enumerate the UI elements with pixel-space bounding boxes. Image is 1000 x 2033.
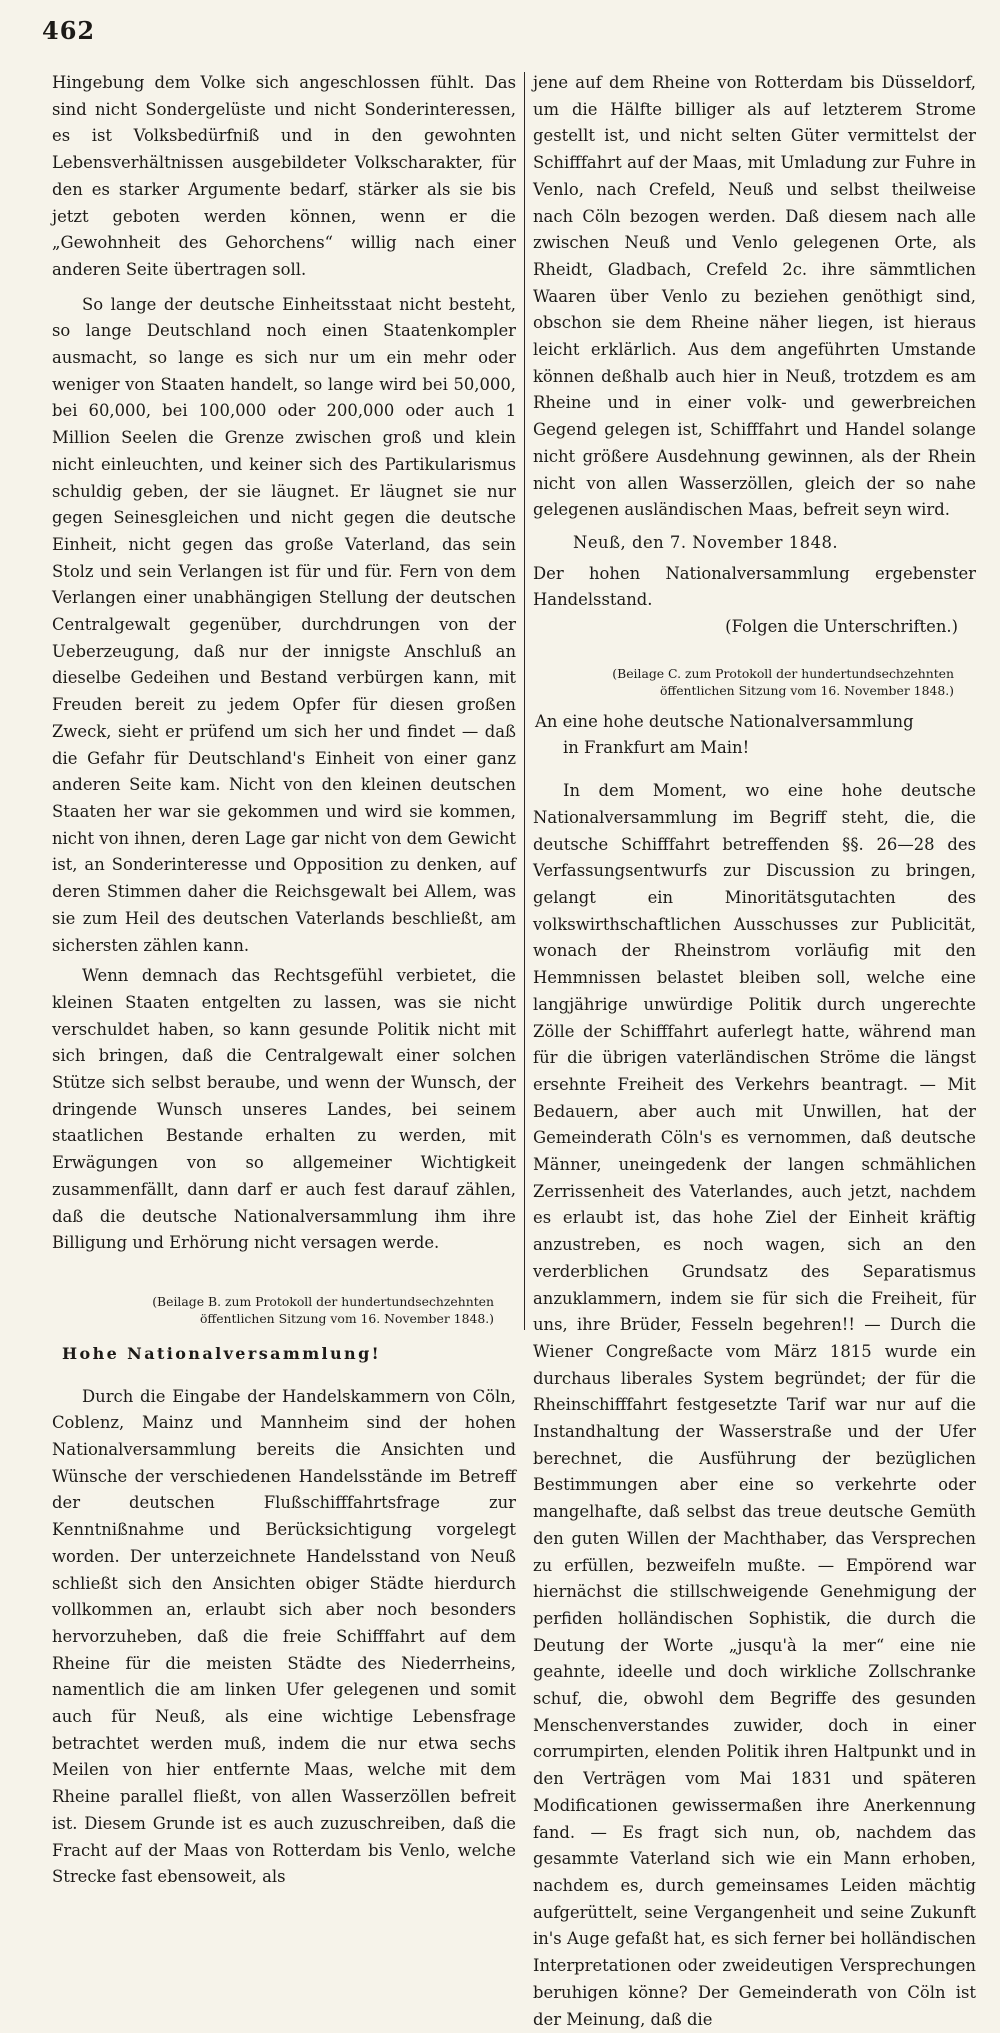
closing-line: Der hohen Nationalversammlung ergebenster Handelsstand. xyxy=(533,563,976,610)
column-divider xyxy=(524,72,525,1330)
paragraph: Hingebung dem Volke sich angeschlossen fühlt. Das sind nicht Sondergelüste und nicht Sonderinteressen, es ist Volksbedürfniß und in den gewohnten Lebensverhältnissen ausgebildeter Volkscharakter, für den es starker Argumente bedarf, stärker als sie bis jetzt geboten werden können, wenn er die „Gewohnheit des Gehorchens“ willig nach einer anderen Seite übertragen soll. xyxy=(52,73,516,279)
right-column xyxy=(533,70,976,2033)
heading-line: An eine hohe deutsche Nationalversammlung xyxy=(535,711,914,731)
page-number: 462 xyxy=(42,16,96,45)
paragraph: jene auf dem Rheine von Rotterdam bis Düsseldorf, um die Hälfte billiger als auf letzterem Strome gestellt ist, und nicht selten Güter vermittelst der Schifffahrt auf der Maas, mit Umladung zur Fuhre in Venlo, nach Crefeld, Neuß und selbst theilweise nach Cöln bezogen werden. Daß diesem nach alle zwischen Neuß und Venlo gelegenen Orte, als Rheidt, Gladbach, Crefeld 2c. ihre sämmtlichen Waaren über Venlo zu beziehen genöthigt sind, obschon sie dem Rheine näher liegen, ist hieraus leicht erklärlich. Aus dem angeführten Umstande können deßhalb auch hier in Neuß, trotzdem es am Rheine und in einer volk- und gewerbreichen Gegend gelegen ist, Schifffahrt und Handel solange nicht größere Ausdehnung gewinnen, als der Rhein nicht von allen Wasserzöllen, gleich der so nahe gelegenen ausländischen Maas, befreit seyn wird. xyxy=(533,73,976,520)
supplement-line: öffentlichen Sitzung vom 16. November 1848.) xyxy=(659,682,954,698)
paragraph: In dem Moment, wo eine hohe deutsche Nationalversammlung im Begriff steht, die, die deutsche Schifffahrt betreffenden §§. 26—28 des Verfassungsentwurfs zur Discussion zu bringen, gelangt ein Minoritätsgutachten des volkswirthschaftlichen Ausschusses zur Publicität, wonach der Rheinstrom vorläufig mit den Hemmnissen belastet bleiben soll, welche eine langjährige unwürdige Politik durch ungerechte Zölle der Schifffahrt auferlegt hatte, während man für die übrigen vaterländischen Ströme die längst ersehnte Freiheit des Verkehrs beantragt. — Mit Bedauern, aber auch mit Unwillen, hat der Gemeinderath Cöln's es vernommen, daß deutsche Männer, uneingedenk der langen schmählichen Zerrissenheit des Vaterlandes, auch jetzt, nachdem es erlaubt ist, das hohe Ziel der Einheit kräftig anzustreben, es noch wagen, sich an den verderblichen Grundsatz des Separatismus anzuklammern, indem sie für sich die Freiheit, für uns, ihre Brüder, Fesseln begehren!! — Durch die Wiener Congreßacte vom März 1815 wurde ein durchaus liberales System begründet; der für die Rheinschifffahrt festgesetzte Tarif war nur auf die Instandhaltung der Wasserstraße und der Ufer berechnet, die Ausführung der bezüglichen Bestimmungen aber eine so verkehrte oder mangelhafte, daß selbst das treue deutsche Gemüth den guten Willen der Machthaber, das Versprechen zu erfüllen, bezweifeln mußte. — Empörend war hiernächst die stillschweigende Genehmigung der perfiden holländischen Sophistik, die durch die Deutung der Worte „jusqu'à la mer“ eine nie geahnte, ideelle und doch wirkliche Zollschranke schuf, die, obwohl dem Begriffe des gesunden Menschenverstandes zuwider, doch in einer corrumpirten, elenden Politik ihren Haltpunkt und in den Verträgen vom Mai 1831 und späteren Modificationen gewissermaßen ihre Anerkennung fand. — Es fragt sich nun, ob, nachdem das gesammte Vaterland sich wie ein Mann erhoben, nachdem es, durch gemeinsames Leiden mächtig aufgerüttelt, seine Vergangenheit und seine Zukunft in's Auge gefaßt hat, es sich ferner bei holländischen Interpretationen oder zweideutigen Versprechungen beruhigen könne? Der Gemeinderath von Cöln ist der Meinung, daß die xyxy=(533,781,976,2029)
paragraph: Wenn demnach das Rechtsgefühl verbietet, die kleinen Staaten entgelten zu lassen, was sie nicht verschuldet haben, so kann gesunde Politik nicht mit sich bringen, daß die Centralgewalt einer solchen Stütze sich selbst beraube, und wenn der Wunsch, der dringende Wunsch unseres Landes, bei seinem staatlichen Bestande erhalten zu werden, mit Erwägungen von so allgemeiner Wichtigkeit zusammenfällt, dann darf er auch fest darauf zählen, daß die deutsche Nationalversammlung ihm ihre Billigung und Erhörung nicht versagen werde. xyxy=(52,966,516,1253)
supplement-line: (Beilage C. zum Protokoll der hundertundsechzehnten xyxy=(612,665,954,681)
heading-line: in Frankfurt am Main! xyxy=(563,738,750,758)
address-heading: Hohe Nationalversammlung! xyxy=(62,1343,382,1363)
supplement-note-b xyxy=(52,1293,516,1327)
supplement-note-c xyxy=(533,665,976,699)
left-column xyxy=(52,70,516,1891)
supplement-line: (Beilage B. zum Protokoll der hundertundsechzehnten xyxy=(152,1293,494,1309)
place-date: Neuß, den 7. November 1848. xyxy=(573,532,839,552)
paragraph: Durch die Eingabe der Handelskammern von Cöln, Coblenz, Mainz und Mannheim sind der hohen Nationalversammlung bereits die Ansichten und Wünsche der verschiedenen Handelsstände im Betreff der deutschen Flußschifffahrtsfrage zur Kenntnißnahme und Berücksichtigung vorgelegt worden. Der unterzeichnete Handelsstand von Neuß schließt sich den Ansichten obiger Städte hierdurch vollkommen an, erlaubt sich aber noch besonders hervorzuheben, daß die freie Schifffahrt auf dem Rheine für die meisten Städte des Niederrheins, namentlich die am linken Ufer gelegenen und somit auch für Neuß, als eine wichtige Lebensfrage betrachtet werden muß, indem die nur etwa sechs Meilen von hier entfernte Maas, welche mit dem Rheine parallel fließt, von allen Wasserzöllen befreit ist. Diesem Grunde ist es auch zuzuschreiben, daß die Fracht auf der Maas von Rotterdam bis Venlo, welche Strecke fast ebensoweit, als xyxy=(52,1386,516,1887)
petition-heading xyxy=(535,709,976,762)
supplement-line: öffentlichen Sitzung vom 16. November 1848.) xyxy=(199,1310,494,1326)
signatures-note: (Folgen die Unterschriften.) xyxy=(725,617,958,637)
paragraph: So lange der deutsche Einheitsstaat nicht besteht, so lange Deutschland noch einen Staatenkompler ausmacht, so lange es sich nur um ein mehr oder weniger von Staaten handelt, so lange wird bei 50,000, bei 60,000, bei 100,000 oder 200,000 oder auch 1 Million Seelen die Grenze zwischen groß und klein nicht einleuchten, und keiner sich des Partikularismus schuldig geben, der sie läugnet. Er läugnet sie nur gegen Seinesgleichen und nicht gegen die deutsche Einheit, nicht gegen das große Vaterland, das sein Stolz und sein Verlangen ist für und für. Fern von dem Verlangen einer unabhängigen Stellung der deutschen Centralgewalt gegenüber, durchdrungen von der Ueberzeugung, daß nur der innigste Anschluß an dieselbe Gedeihen und Bestand verbürgen kann, mit Freuden bereit zu jedem Opfer für diesen großen Zweck, sieht er prüfend um sich her und findet — daß die Gefahr für Deutschland's Einheit von einer ganz anderen Seite kam. Nicht von den kleinen deutschen Staaten her war sie gekommen und wird sie kommen, nicht von ihnen, deren Lage gar nicht von dem Gewicht ist, an Sonderinteresse und Opposition zu denken, auf deren Stimmen daher die Reichsgewalt bei Allem, was sie zum Heil des deutschen Vaterlands beschließt, am sichersten zählen kann. xyxy=(52,294,516,955)
